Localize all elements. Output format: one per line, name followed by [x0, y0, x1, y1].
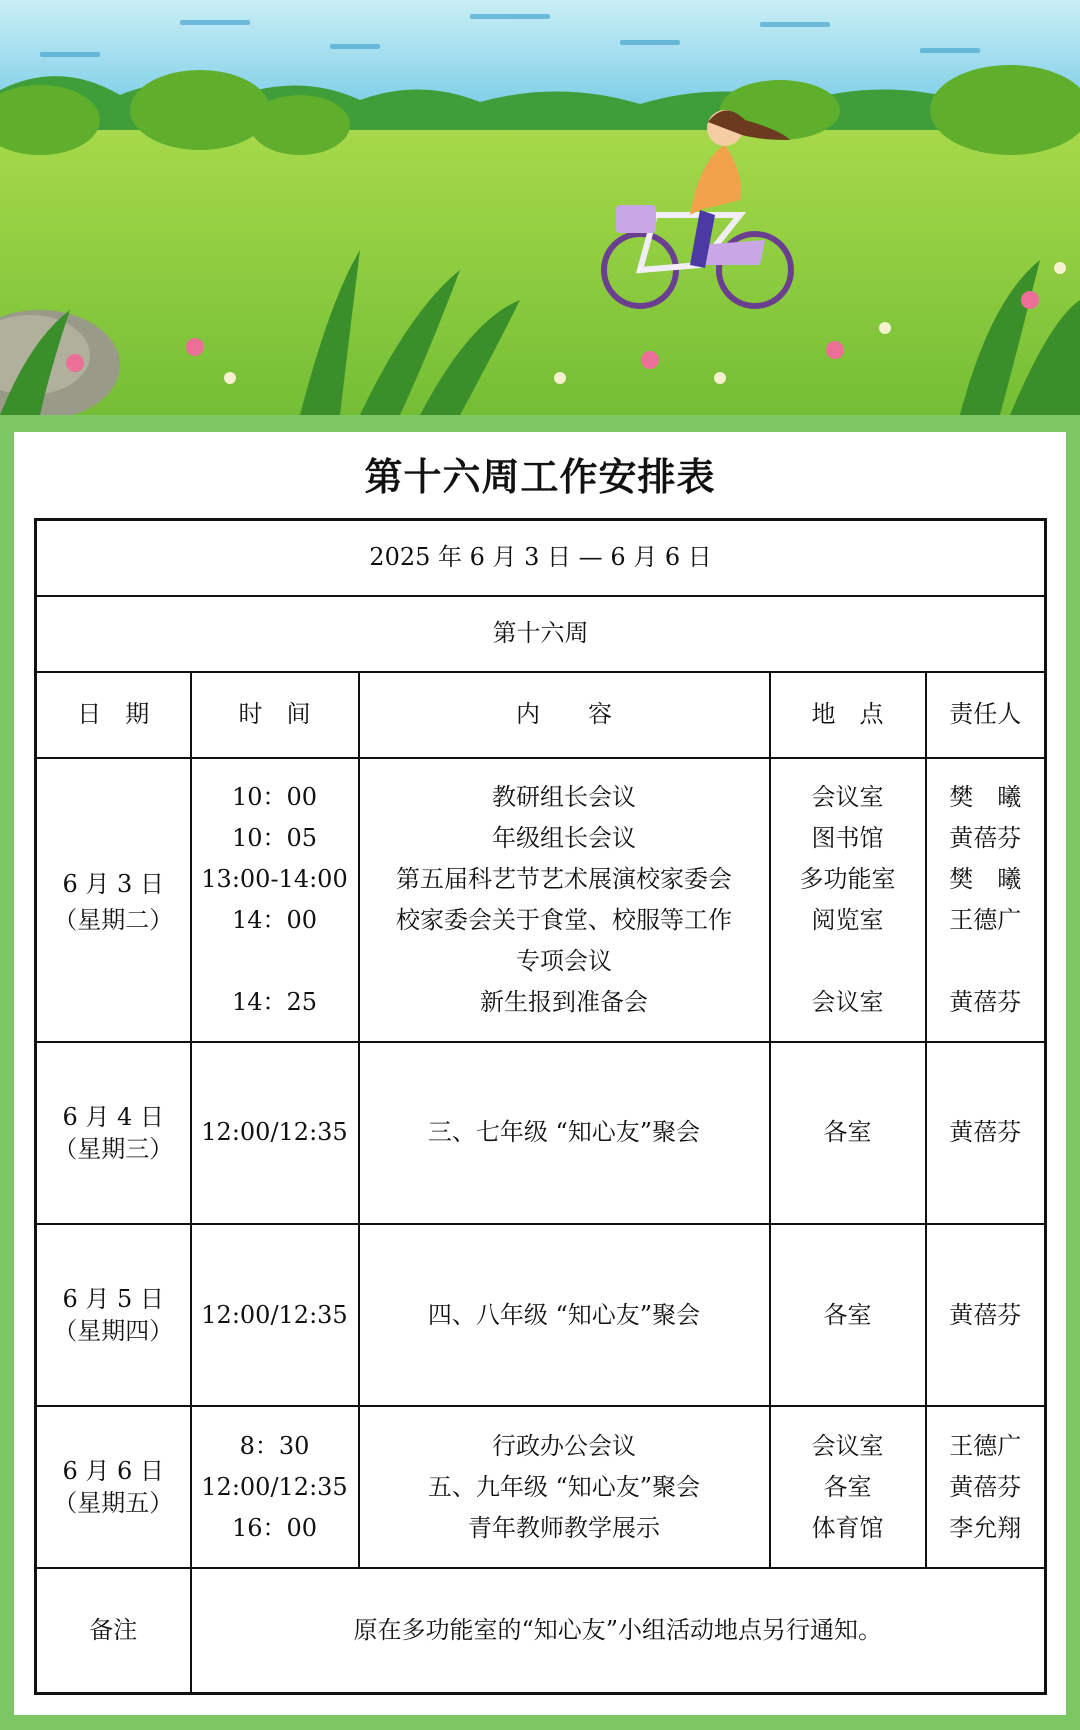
header-location: 地 点 [770, 672, 926, 758]
location-entry: 会议室 [811, 987, 884, 1016]
time-cell [191, 1406, 359, 1568]
location-entry: 会议室 [811, 1431, 884, 1460]
time-cell [191, 1224, 359, 1406]
header-row [36, 672, 1046, 758]
day-date-cell [36, 1224, 191, 1406]
day-date-cell [36, 1406, 191, 1568]
owner-cell [926, 758, 1046, 1042]
content-cell [359, 1042, 770, 1224]
day-weekday: （星期四） [53, 1317, 174, 1346]
content-entry: 青年教师教学展示 [468, 1513, 660, 1542]
time-entry: 13:00-14:00 [201, 864, 348, 893]
location-entry: 体育馆 [811, 1513, 884, 1542]
page-title: 第十六周工作安排表 [364, 455, 716, 499]
owner-entry: 黄蓓芬 [949, 1472, 1022, 1501]
owner-entry: 王德广 [949, 905, 1022, 934]
owner-entry: 樊 曦 [949, 782, 1022, 811]
header-content: 内 容 [359, 672, 770, 758]
date-range: 2025 年 6 月 3 日 — 6 月 6 日 [36, 520, 1046, 596]
owner-entry: 王德广 [949, 1431, 1022, 1460]
time-cell [191, 1042, 359, 1224]
content-entry: 四、八年级 “知心友”聚会 [427, 1300, 701, 1329]
location-entry: 图书馆 [811, 823, 884, 852]
day-weekday: （星期二） [53, 906, 174, 935]
location-entry: 各室 [823, 1300, 872, 1329]
location-entry: 多功能室 [799, 864, 896, 893]
content-entry: 年级组长会议 [492, 823, 636, 852]
day-date: 6 月 3 日 [62, 870, 164, 899]
time-entry: 16：00 [231, 1513, 318, 1542]
spacer [771, 941, 925, 982]
date-range-row [36, 520, 1046, 596]
day-date-cell [36, 1042, 191, 1224]
content-entry: 专项会议 [516, 946, 612, 975]
table-row [36, 1224, 1046, 1406]
content-cell [359, 1224, 770, 1406]
table-row [36, 1406, 1046, 1568]
week-row [36, 596, 1046, 672]
schedule-panel [14, 432, 1066, 1715]
location-cell [770, 1224, 926, 1406]
header-owner: 责任人 [926, 672, 1046, 758]
time-entry: 10：00 [231, 782, 318, 811]
time-entry: 14：25 [231, 987, 318, 1016]
location-entry: 会议室 [811, 782, 884, 811]
owner-cell [926, 1406, 1046, 1568]
location-cell [770, 758, 926, 1042]
location-entry: 各室 [823, 1118, 872, 1147]
owner-cell [926, 1224, 1046, 1406]
content-entry: 三、七年级 “知心友”聚会 [427, 1118, 701, 1147]
header-date: 日 期 [36, 672, 191, 758]
day-weekday: （星期三） [53, 1134, 174, 1163]
content-entry: 行政办公会议 [492, 1431, 636, 1460]
location-entry: 阅览室 [811, 905, 884, 934]
content-cell [359, 758, 770, 1042]
day-weekday: （星期五） [53, 1489, 174, 1518]
time-entry: 12:00/12:35 [201, 1118, 348, 1147]
remark-text: 原在多功能室的“知心友”小组活动地点另行通知。 [191, 1568, 1046, 1693]
owner-entry: 李允翔 [949, 1513, 1022, 1542]
content-entry: 新生报到准备会 [480, 987, 648, 1016]
table-row [36, 1042, 1046, 1224]
day-date: 6 月 5 日 [62, 1285, 164, 1314]
content-entry: 第五届科艺节艺术展演校家委会 [396, 864, 732, 893]
header-time: 时 间 [191, 672, 359, 758]
content-entry: 教研组长会议 [492, 782, 636, 811]
time-entry: 14：00 [231, 905, 318, 934]
location-cell [770, 1042, 926, 1224]
location-cell [770, 1406, 926, 1568]
banner-illustration [0, 0, 1080, 415]
time-entry: 12:00/12:35 [201, 1300, 348, 1329]
owner-entry: 樊 曦 [949, 864, 1022, 893]
time-entry: 10：05 [231, 823, 318, 852]
owner-cell [926, 1042, 1046, 1224]
time-entry: 8：30 [239, 1431, 310, 1460]
location-entry: 各室 [823, 1472, 872, 1501]
content-entry: 校家委会关于食堂、校服等工作 [396, 905, 732, 934]
content-entry: 五、九年级 “知心友”聚会 [427, 1472, 701, 1501]
schedule-table [34, 518, 1047, 1695]
day-date: 6 月 6 日 [62, 1457, 164, 1486]
time-entry: 12:00/12:35 [201, 1472, 348, 1501]
table-row [36, 758, 1046, 1042]
owner-entry: 黄蓓芬 [949, 823, 1022, 852]
week-label: 第十六周 [36, 596, 1046, 672]
spacer [192, 941, 358, 982]
remark-label: 备注 [36, 1568, 191, 1693]
owner-entry: 黄蓓芬 [949, 1300, 1022, 1329]
time-cell [191, 758, 359, 1042]
owner-entry: 黄蓓芬 [949, 987, 1022, 1016]
day-date-cell [36, 758, 191, 1042]
owner-entry: 黄蓓芬 [949, 1118, 1022, 1147]
remark-row [36, 1568, 1046, 1693]
day-date: 6 月 4 日 [62, 1102, 164, 1131]
spacer [927, 941, 1045, 982]
content-cell [359, 1406, 770, 1568]
